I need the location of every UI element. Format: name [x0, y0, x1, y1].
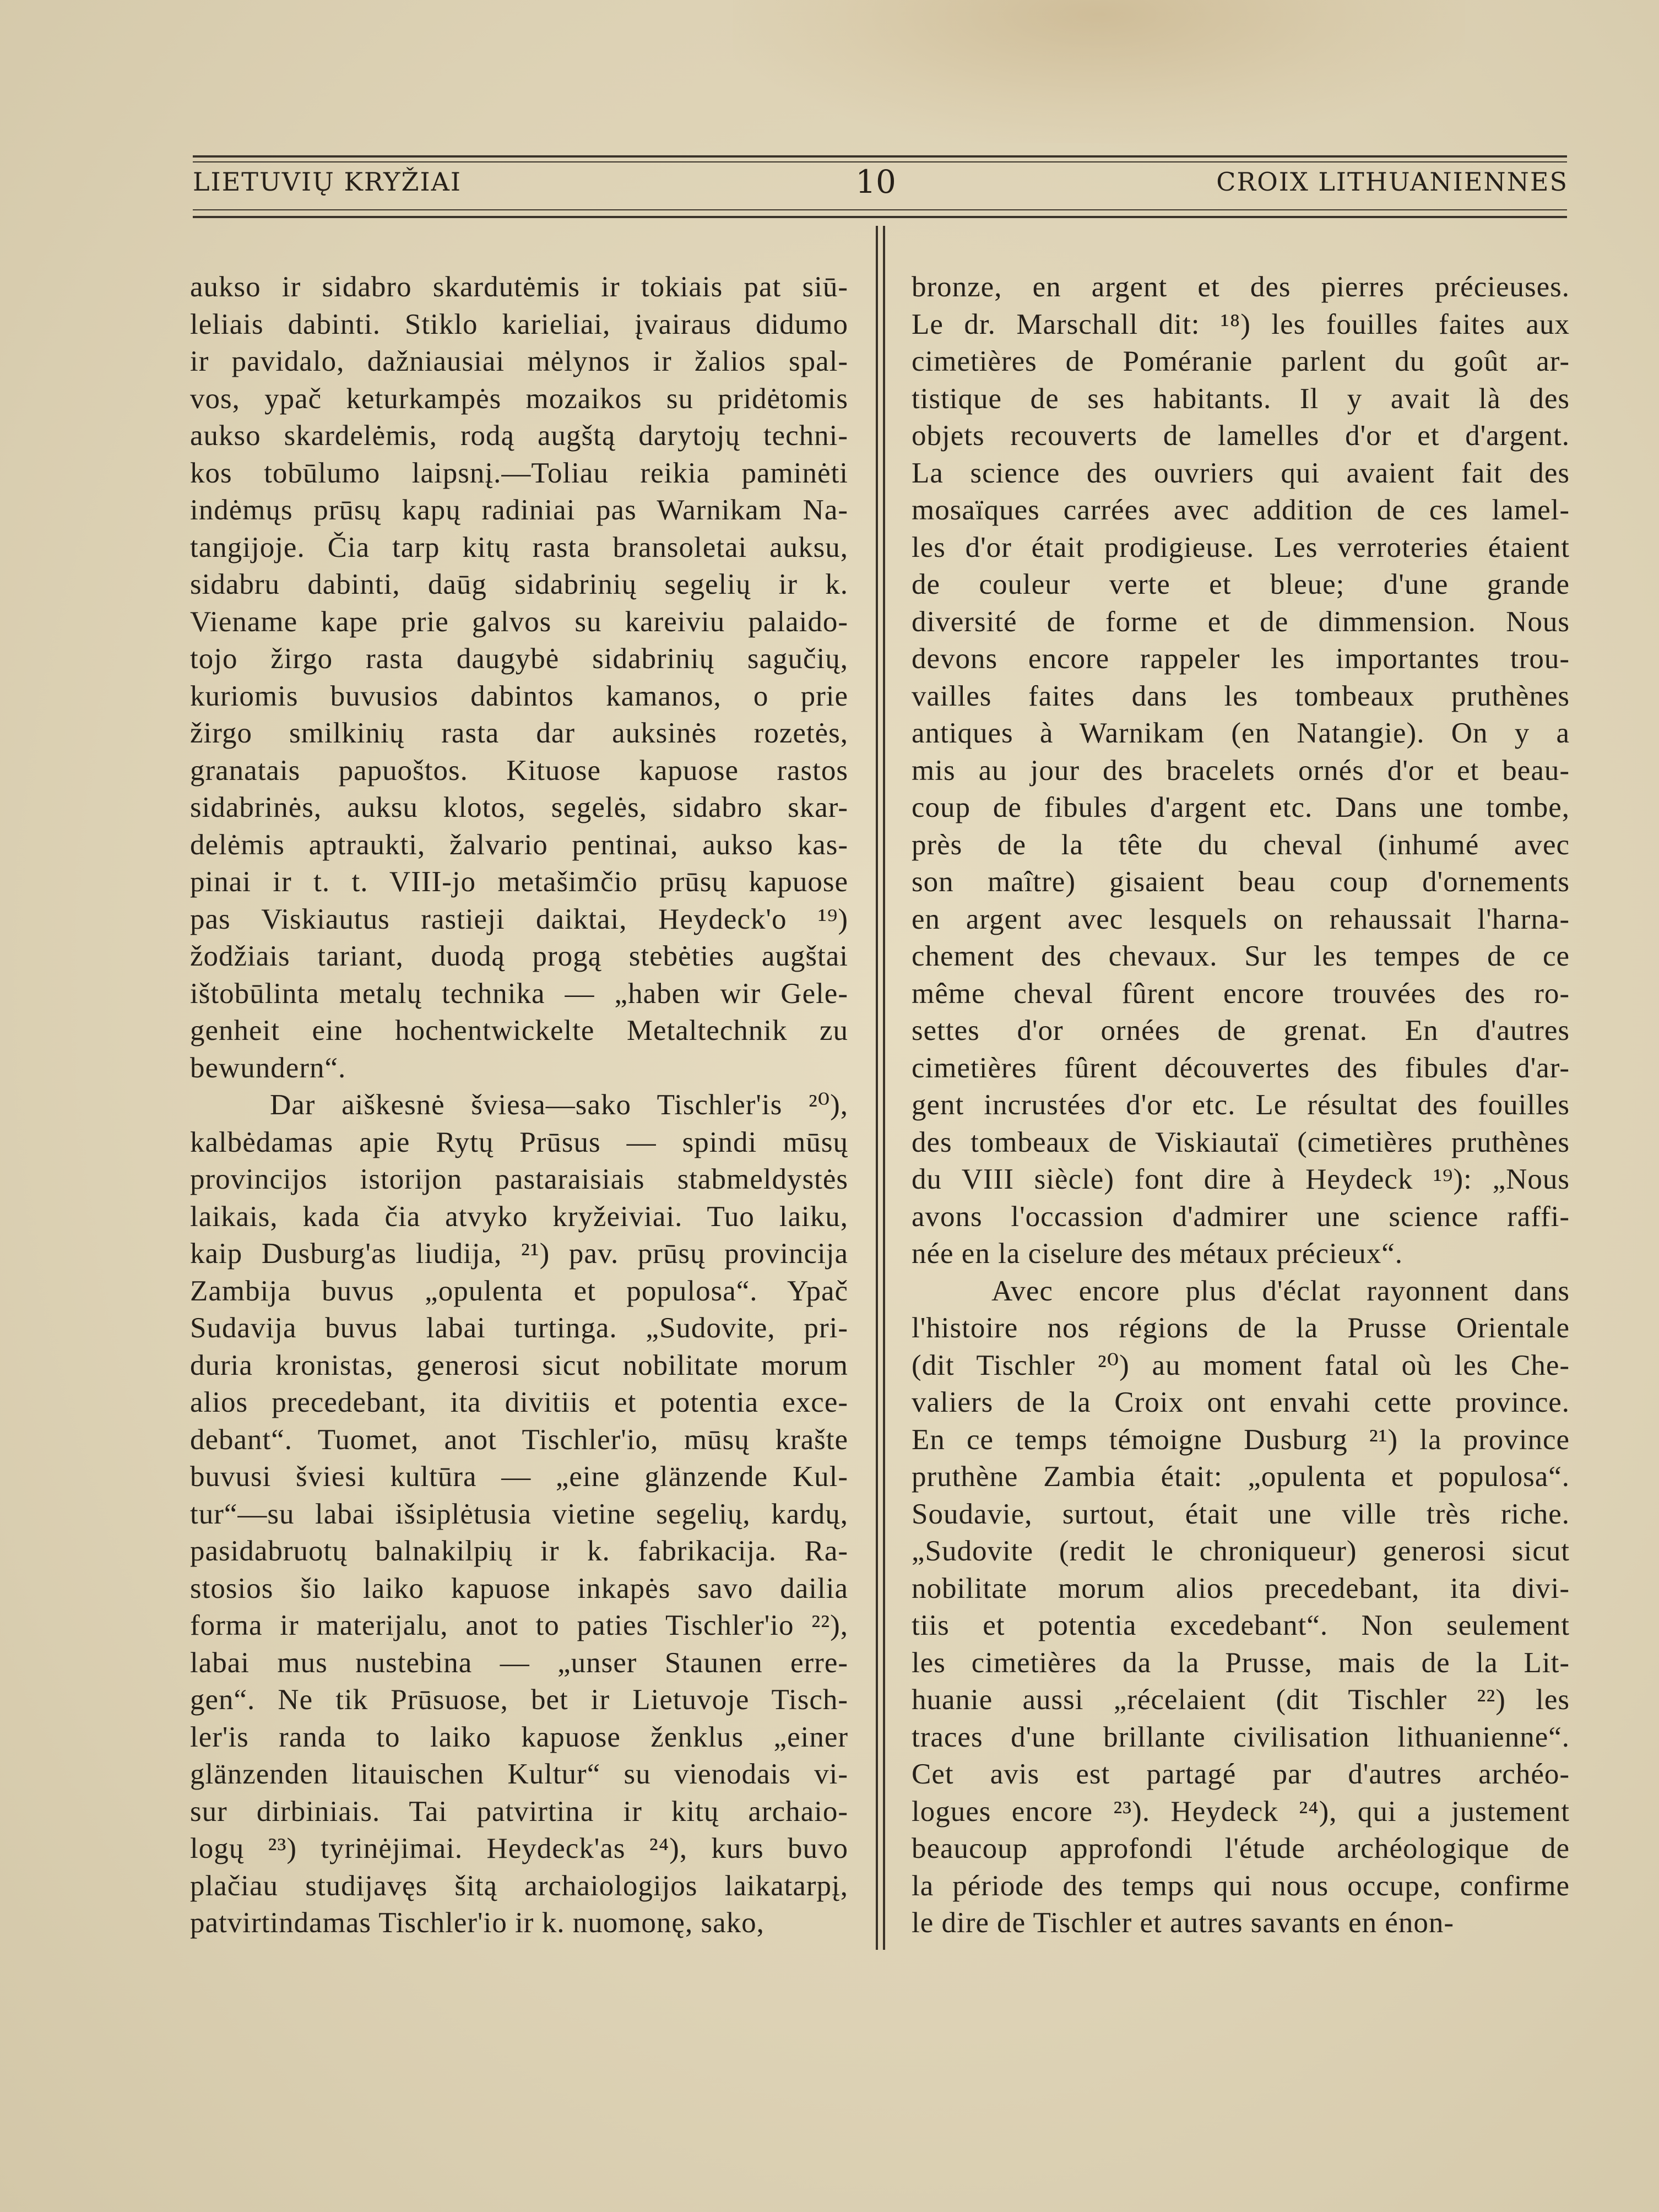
text-line: debant“. Tuomet, anot Tischler'io, mūsų krašte	[190, 1423, 848, 1456]
text-line: patvirtindamas Tischler'io ir k. nuomonę, sako,	[190, 1907, 765, 1939]
text-line: kaip Dusburg'as liudija, ²¹) pav. prūsų provincija	[190, 1238, 848, 1270]
column-divider-left	[876, 226, 878, 1950]
text-line: logues encore ²³). Heydeck ²⁴), qui a justement	[912, 1795, 1570, 1828]
text-line: du VIII siècle) font dire à Heydeck ¹⁹): „Nous	[912, 1163, 1570, 1195]
header-bottom-rule	[193, 216, 1567, 218]
text-line: „Sudovite (redit le chroniqueur) generosi sicut	[912, 1535, 1570, 1567]
text-line: la période des temps qui nous occupe, confirme	[912, 1869, 1570, 1902]
text-line: forma ir materijalu, anot to paties Tischler'io ²²),	[190, 1609, 848, 1641]
text-line: genheit eine hochentwickelte Metaltechnik zu	[190, 1015, 848, 1047]
text-line: nobilitate morum alios precedebant, ita divi-	[912, 1572, 1570, 1604]
text-line: antiques à Warnikam (en Natangie). On y a	[912, 717, 1570, 749]
text-line: (dit Tischler ²⁰) au moment fatal où les Che-	[912, 1349, 1570, 1381]
text-line: ler'is randa to laiko kapuose ženklus „einer	[190, 1721, 848, 1753]
text-line: le dire de Tischler et autres savants en énon-	[912, 1907, 1455, 1939]
text-line: Sudavija buvus labai turtinga. „Sudovite, pri-	[190, 1312, 848, 1344]
text-line: kalbėdamas apie Rytų Prūsus — spindi mūsų	[190, 1126, 848, 1158]
text-line: laikais, kada čia atvyko kryžeiviai. Tuo laiku,	[190, 1200, 848, 1233]
text-line: Zambija buvus „opulenta et populosa“. Ypač	[190, 1275, 848, 1307]
text-line: stosios šio laiko kapuose inkapės savo dailia	[190, 1572, 848, 1604]
text-line: devons encore rappeler les importantes trou-	[912, 643, 1570, 675]
page-number: 10	[855, 163, 896, 200]
text-line: cimetières de Poméranie parlent du goût ar-	[912, 345, 1570, 377]
text-line: žirgo smilkinių rasta dar auksinės rozetės,	[190, 717, 848, 749]
text-line: mosaïques carrées avec addition de ces lamel-	[912, 494, 1570, 526]
text-line: kuriomis buvusios dabintos kamanos, o prie	[190, 680, 848, 712]
text-line: pinai ir t. t. VIII-jo metašimčio prūsų kapuose	[190, 866, 848, 898]
text-line: Dar aiškesnė šviesa—sako Tischler'is ²⁰),	[270, 1089, 848, 1121]
text-line: née en la ciselure des métaux précieux“.	[912, 1238, 1403, 1270]
text-line: coup de fibules d'argent etc. Dans une tombe,	[912, 791, 1570, 823]
text-line: vos, ypač keturkampės mozaikos su pridėtomis	[190, 382, 848, 415]
text-line: settes d'or ornées de grenat. En d'autres	[912, 1015, 1570, 1047]
text-line: gen“. Ne tik Prūsuose, bet ir Lietuvoje Tisch-	[190, 1684, 848, 1716]
text-line: des tombeaux de Viskiautaï (cimetières pruthènes	[912, 1126, 1570, 1158]
header-top-rule-thin	[193, 161, 1567, 162]
text-line: sur dirbiniais. Tai patvirtina ir kitų archaio-	[190, 1795, 848, 1828]
text-line: pasidabruotų balnakilpių ir k. fabrikacija. Ra-	[190, 1535, 848, 1567]
text-line: l'histoire nos régions de la Prusse Orientale	[912, 1312, 1570, 1344]
text-line: ir pavidalo, dažniausiai mėlynos ir žalios spal-	[190, 345, 848, 377]
text-line: son maître) gisaient beau coup d'ornements	[912, 866, 1570, 898]
text-line: mis au jour des bracelets ornés d'or et beau-	[912, 754, 1570, 787]
text-line: En ce temps témoigne Dusburg ²¹) la province	[912, 1423, 1570, 1456]
text-line: les cimetières da la Prusse, mais de la Lit-	[912, 1646, 1570, 1679]
text-line: huanie aussi „récelaient (dit Tischler ²²) les	[912, 1684, 1570, 1716]
text-line: objets recouverts de lamelles d'or et d'argent.	[912, 420, 1570, 452]
text-line: Cet avis est partagé par d'autres archéo-	[912, 1758, 1570, 1790]
text-line: pas Viskiautus rastieji daiktai, Heydeck'o ¹⁹)	[190, 903, 848, 935]
text-line: glänzenden litauischen Kultur“ su vienodais vi-	[190, 1758, 848, 1790]
text-line: tangijoje. Čia tarp kitų rasta bransoletai auksu,	[190, 531, 848, 563]
header-top-rule	[193, 155, 1567, 158]
right-column-french	[912, 269, 1570, 1942]
text-line: sidabrinės, auksu klotos, segelės, sidabro skar-	[190, 791, 848, 823]
water-stain	[733, 0, 1465, 143]
left-column-lithuanian	[190, 269, 848, 1942]
text-line: žodžiais tariant, duodą progą stebėties augštai	[190, 940, 848, 972]
text-line: bewundern“.	[190, 1051, 346, 1084]
text-line: granatais papuoštos. Kituose kapuose rastos	[190, 754, 848, 787]
text-line: même cheval fûrent encore trouvées des ro-	[912, 977, 1570, 1010]
text-line: ištobūlinta metalų technika — „haben wir Gele-	[190, 977, 848, 1010]
text-line: La science des ouvriers qui avaient fait des	[912, 457, 1570, 489]
text-line: valiers de la Croix ont envahi cette province.	[912, 1386, 1570, 1418]
text-line: sidabru dabinti, daūg sidabrinių segelių ir k.	[190, 568, 848, 600]
text-line: tojo žirgo rasta daugybė sidabrinių sagučių,	[190, 643, 848, 675]
text-line: avons l'occassion d'admirer une science raffi-	[912, 1200, 1570, 1233]
text-line: gent incrustées d'or etc. Le résultat des fouilles	[912, 1089, 1570, 1121]
text-line: indėmųs prūsų kapų radiniai pas Warnikam Na-	[190, 494, 848, 526]
text-line: diversité de forme et de dimmension. Nous	[912, 605, 1570, 638]
text-line: pruthène Zambia était: „opulenta et populosa“.	[912, 1461, 1570, 1493]
text-line: kos tobūlumo laipsnį.—Toliau reikia paminėti	[190, 457, 848, 489]
text-line: Avec encore plus d'éclat rayonnent dans	[991, 1275, 1570, 1307]
text-line: tur“—su labai išsiplėtusia vietine segelių, kardų,	[190, 1498, 848, 1530]
text-line: delėmis aptraukti, žalvario pentinai, aukso kas-	[190, 828, 848, 861]
text-line: bronze, en argent et des pierres précieuses.	[912, 271, 1570, 303]
text-line: près de la tête du cheval (inhumé avec	[912, 828, 1570, 861]
header-bottom-rule-thin	[193, 209, 1567, 210]
text-line: en argent avec lesquels on rehaussait l'harna-	[912, 903, 1570, 935]
text-line: Soudavie, surtout, était une ville très riche.	[912, 1498, 1570, 1530]
text-line: vailles faites dans les tombeaux pruthènes	[912, 680, 1570, 712]
text-line: de couleur verte et bleue; d'une grande	[912, 568, 1570, 600]
text-line: traces d'une brillante civilisation lithuanienne“.	[912, 1721, 1570, 1753]
text-line: les d'or était prodigieuse. Les verroteries étaient	[912, 531, 1570, 563]
text-line: duria kronistas, generosi sicut nobilitate morum	[190, 1349, 848, 1381]
text-line: tiis et potentia excedebant“. Non seulement	[912, 1609, 1570, 1641]
column-divider-right	[883, 226, 885, 1950]
text-line: plačiau studijavęs šitą archaiologijos laikatarpį,	[190, 1869, 848, 1902]
running-head-right: CROIX LITHUANIENNES	[1216, 167, 1568, 197]
text-line: labai mus nustebina — „unser Staunen erre-	[190, 1646, 848, 1679]
running-head-left: LIETUVIŲ KRYŽIAI	[193, 167, 462, 197]
text-line: leliais dabinti. Stiklo karieliai, įvairaus didumo	[190, 308, 848, 340]
text-line: logų ²³) tyrinėjimai. Heydeck'as ²⁴), kurs buvo	[190, 1833, 848, 1864]
text-line: beaucoup approfondi l'étude archéologique de	[912, 1833, 1570, 1864]
text-line: provincijos istorijon pastaraisiais stabmeldystės	[190, 1163, 848, 1195]
text-line: buvusi šviesi kultūra — „eine glänzende Kul-	[190, 1461, 848, 1493]
text-line: cimetières fûrent découvertes des fibules d'ar-	[912, 1051, 1570, 1084]
text-line: aukso ir sidabro skardutėmis ir tokiais pat siū-	[190, 271, 848, 303]
text-line: tistique de ses habitants. Il y avait là des	[912, 382, 1570, 415]
text-line: chement des chevaux. Sur les tempes de ce	[912, 940, 1570, 972]
text-line: alios precedebant, ita divitiis et potentia exce-	[190, 1386, 848, 1418]
text-line: Le dr. Marschall dit: ¹⁸) les fouilles faites aux	[912, 308, 1570, 340]
text-line: aukso skardelėmis, rodą augštą darytojų techni-	[190, 420, 848, 452]
text-line: Viename kape prie galvos su kareiviu palaido-	[190, 605, 848, 638]
